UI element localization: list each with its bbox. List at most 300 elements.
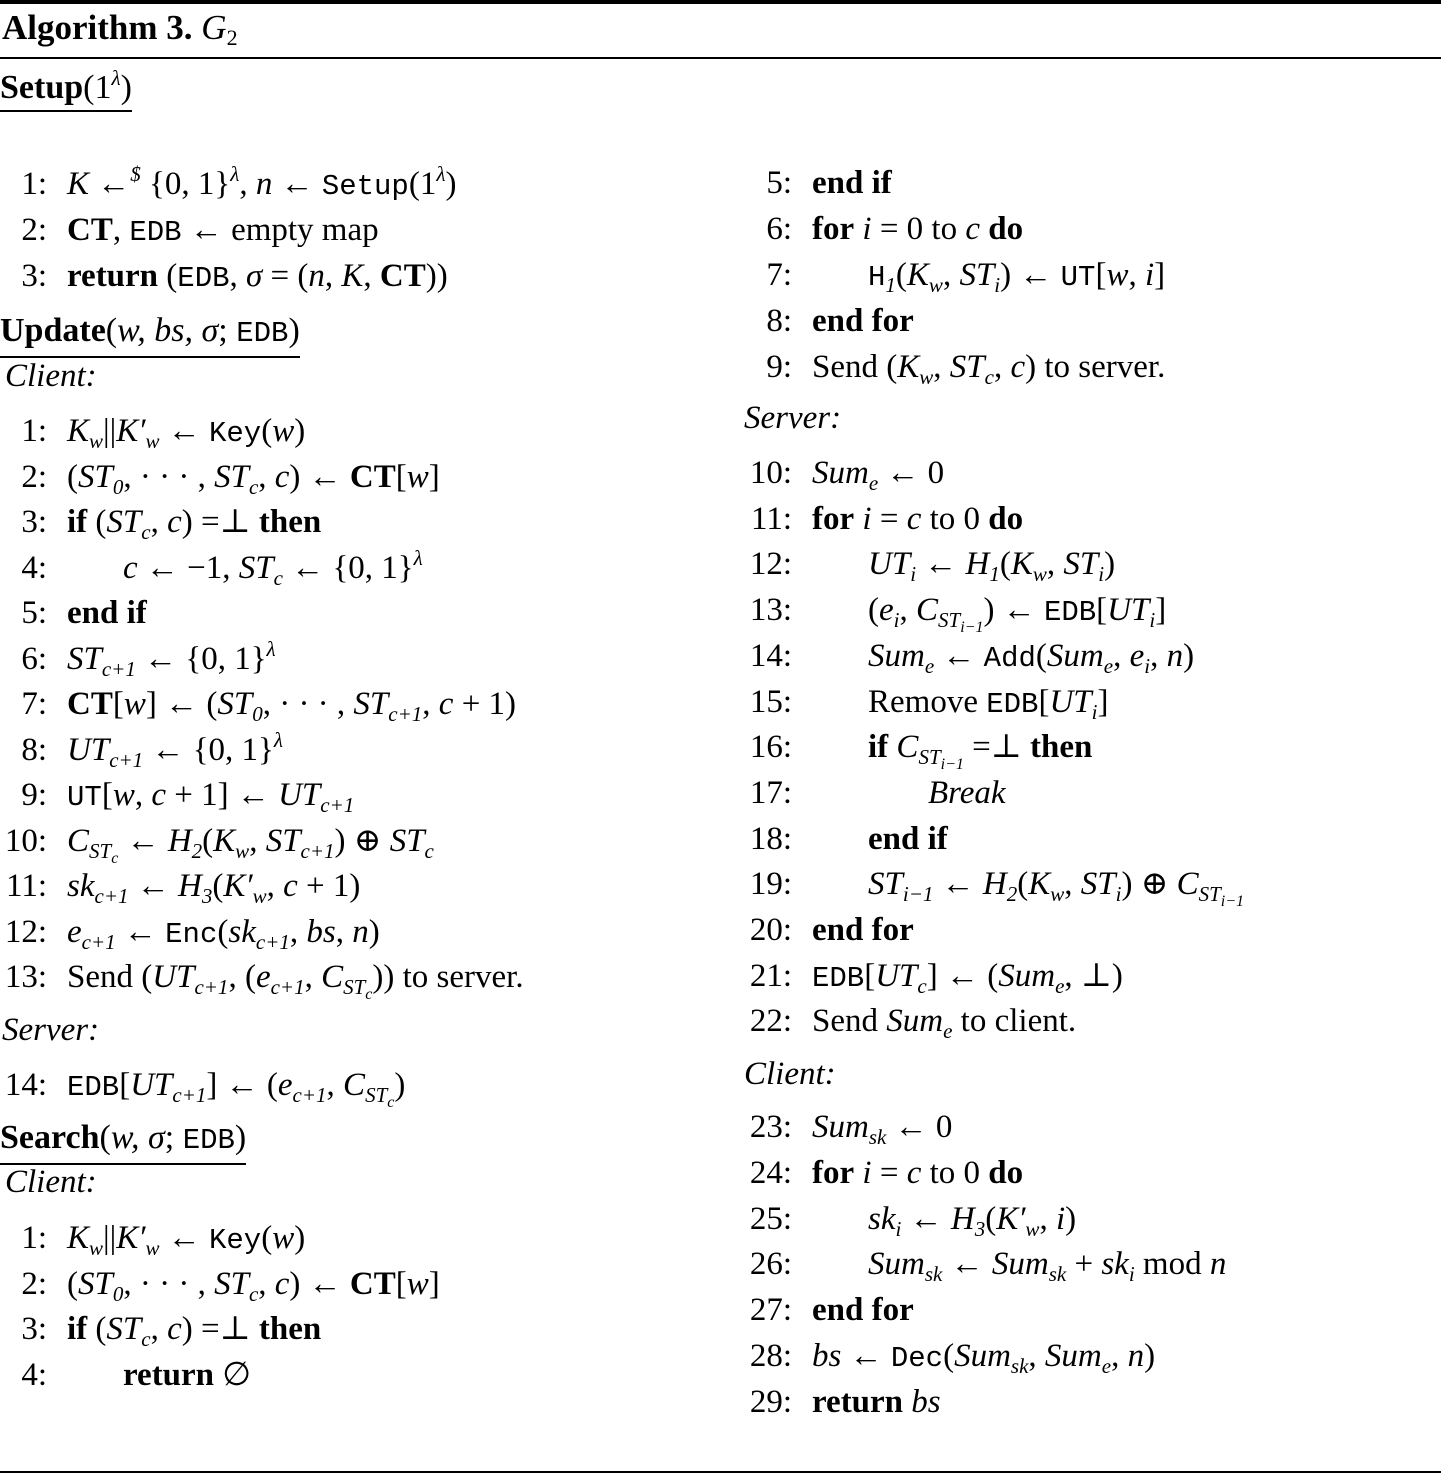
math-token: ] [1097,683,1109,720]
math-token: ( [67,458,78,495]
algorithm-line [740,1152,1023,1194]
math-token: , ⊥) [1064,957,1123,994]
math-token: , [899,592,916,629]
math-token: to 0 [921,1154,989,1191]
math-token: c [274,1265,290,1302]
algorithm-line [740,452,944,494]
math-token: = [871,500,907,537]
math-token: UT [1107,592,1150,629]
math-token: λ [436,162,446,186]
line-content [67,1308,321,1350]
math-token: sk [228,913,256,950]
math-token: , [289,913,307,950]
algorithm-line [0,911,380,953]
search-client2-label: Client: [744,1056,836,1092]
math-token: ( [261,1220,273,1256]
math-token: , · · · , [262,686,354,722]
math-token: , · · · , [123,458,215,495]
keyword: if [67,1311,88,1347]
keyword: CT [349,458,396,495]
math-token: ) [288,312,300,349]
keyword: return [812,1383,904,1420]
line-number: 11: [6,868,47,904]
math-token: [ [119,1067,131,1103]
line-number: 2: [21,458,47,495]
math-token: , [229,258,247,294]
math-token: ( [87,1311,107,1347]
math-token: λ [273,727,283,752]
math-token: c [965,211,980,247]
math-token: 2 [1006,882,1018,907]
math-token: sk [924,1262,943,1287]
math-token: ) [394,1067,406,1103]
keyword: end if [868,820,948,857]
math-token: c+1 [292,1083,327,1107]
line-content [812,300,914,342]
math-token: i [1144,653,1151,678]
algorithm-line [740,498,1023,540]
math-token: ← 0 [886,1109,953,1145]
math-token: , [422,686,439,722]
keyword: if [67,504,88,540]
math-token: c+1 [194,975,229,999]
math-token: ) ⊕ [334,822,390,859]
math-token: STc [365,1083,395,1111]
math-token: w, bs, σ [117,312,219,349]
line-number: 3: [21,504,47,540]
math-token: Sum [812,1109,869,1145]
algorithm-name-subscript: 2 [226,25,238,50]
math-token: w [919,365,934,389]
math-token: w [1032,562,1047,587]
algorithm-line [740,635,1194,677]
line-content [67,638,276,680]
math-token: w [145,1236,160,1260]
math-token: C [916,592,939,629]
math-token: i [1128,1262,1135,1287]
math-token: K [67,166,90,202]
math-token: (1 [83,69,112,106]
math-token: , [363,258,380,294]
math-token: Sum [954,1338,1011,1374]
line-content [812,772,1006,814]
math-token: ST [1080,866,1116,903]
line-number: 8: [766,303,792,339]
math-token: , [1113,637,1130,674]
math-token: n [308,258,325,294]
math-token: mod [1134,1246,1210,1283]
line-content [67,1263,440,1305]
update-header [0,311,300,358]
line-content [812,162,892,204]
algorithm-line [740,818,948,860]
update-client-label: Client: [5,358,97,394]
math-token: Send [812,1003,887,1040]
math-token: C [896,729,919,766]
math-token: to client. [952,1003,1077,1040]
math-token: i [1149,608,1156,633]
math-token: K [1028,866,1051,903]
line-content [67,501,321,543]
math-token: i [893,608,900,633]
function-name: EDB [986,687,1039,721]
line-content [812,254,1165,299]
algorithm-line [740,1106,952,1148]
algorithm-line [0,1263,440,1305]
algorithm-line [740,1198,1076,1240]
math-token: [ [1038,683,1050,720]
line-content [812,452,944,494]
math-token: ← [128,868,178,904]
algorithm-line [0,1354,251,1396]
math-token: e [277,1067,293,1103]
math-token: , [150,1311,168,1347]
math-token: ] [1154,257,1166,293]
function-name: EDB [182,1124,235,1157]
math-token: i [1098,562,1105,587]
math-token: bs [306,913,336,950]
math-token: Sum [886,1003,944,1040]
math-token: ← [115,913,166,950]
math-token: c+1 [270,975,305,999]
math-token: [ [395,1265,407,1302]
math-token: , [1046,546,1064,583]
math-token: , [304,959,322,995]
math-token: Sum [1044,1338,1102,1374]
algorithm-line [0,1064,406,1111]
math-token: c [151,777,166,813]
line-number: 13: [749,592,792,629]
keyword: CT [349,1265,396,1302]
math-token: ( [1017,866,1029,903]
function-name: UT [67,781,102,814]
line-number: 1: [21,1220,47,1256]
math-token: e [255,959,271,995]
math-token: ST [959,257,995,293]
math-token: ( [87,504,107,540]
keyword: end if [67,595,147,631]
math-token: K′ [116,1220,146,1256]
math-token: , [326,1067,344,1103]
math-token: w [89,1236,104,1260]
math-token: , · · · , [123,1265,215,1302]
line-number: 4: [21,549,47,586]
math-token: K [67,413,90,449]
math-token: c [273,565,283,590]
line-number: 15: [749,683,792,720]
math-token: w [272,1220,295,1256]
line-content [67,410,305,455]
math-token: e [879,592,894,629]
math-token: 3 [974,1216,986,1241]
line-number: 6: [21,640,47,677]
math-token: e [868,471,879,495]
bottom-rule [0,1471,1441,1473]
algorithm-line [740,955,1123,997]
math-token: , [335,913,353,950]
math-token: Send ( [67,959,153,995]
math-token: ST [1063,546,1099,583]
math-token: i−1 [902,882,934,907]
math-token: ST [949,349,985,385]
math-token: ] ← ( [926,957,999,994]
line-number: 19: [749,866,792,903]
line-number: 12: [4,913,47,950]
line-content [812,955,1123,1000]
line-content [67,683,516,725]
math-token: w [1106,257,1129,293]
math-token: ST [78,458,113,495]
line-number: 2: [21,1265,47,1302]
math-token: , [150,504,168,540]
math-token: , [1028,1338,1045,1374]
search-header [0,1118,246,1165]
algorithm-line [740,589,1167,637]
line-content [812,863,1245,911]
algorithm-line [0,683,516,725]
algorithm-line [0,456,440,498]
math-token: ) [368,913,380,950]
keyword: if [868,729,889,766]
setup-header [0,68,132,112]
math-token: , [324,258,342,294]
math-token: [ [101,777,113,813]
math-token: sk [67,868,95,904]
algorithm-line [0,547,423,589]
line-content [812,1106,952,1148]
math-token: e [1055,973,1065,998]
math-token: ST [353,686,389,722]
math-token: c [167,504,182,540]
math-token: c+1 [172,1083,207,1107]
math-token: w [112,777,135,813]
update-server-label: Server: [2,1012,100,1048]
math-token: n [1166,637,1184,674]
math-token: [ [395,458,407,495]
math-token: ( [261,413,273,449]
line-number: 9: [21,777,47,813]
line-content [812,1335,1155,1380]
line-number: 29: [749,1383,792,1420]
math-token: ← {0, 1} [282,549,414,586]
math-token: w [123,686,146,722]
algorithm-line [740,254,1165,296]
math-token: c+1 [109,747,144,772]
math-token: e [943,1019,953,1044]
math-token: 3 [201,884,213,908]
math-token: ← [272,166,322,202]
math-token: ( [217,913,229,950]
math-token: c [283,868,298,904]
math-token: ← [933,866,983,903]
math-token: H [178,868,202,904]
math-token: ∅ [214,1356,252,1393]
math-token: λ [413,545,423,570]
math-token: = [871,1154,907,1191]
function-name: Enc [165,917,218,951]
math-token: C [67,822,90,859]
math-token: c [123,549,138,586]
line-number: 18: [749,820,792,857]
function-name: EDB [67,1071,120,1104]
math-token: + [1066,1246,1102,1283]
math-token: i [1055,1200,1066,1237]
math-token: c [248,474,259,499]
line-number: 12: [749,546,792,583]
math-token: UT [1049,683,1092,720]
math-token: , [993,349,1011,385]
algorithm-line [0,501,321,543]
math-token: ( [105,312,118,349]
line-number: 10: [749,455,792,491]
math-token: , [1111,1338,1128,1374]
math-token: ST [214,1265,249,1302]
math-token: UT [875,957,918,994]
line-content [812,681,1108,726]
line-content [67,729,283,771]
function-name: Add [983,641,1036,675]
math-token: i [862,211,872,247]
math-token: ( [202,822,214,859]
math-token: , ( [228,959,256,995]
algorithm-line [740,300,914,342]
line-number: 7: [766,257,792,293]
keyword: end for [812,303,914,339]
line-content [812,909,914,951]
function-name: UT [1060,261,1096,294]
line-number: 21: [749,957,792,994]
math-token: K [67,1220,90,1256]
math-token: Sum [991,1246,1049,1283]
line-content [67,255,448,300]
function-name: EDB [812,961,865,995]
math-token: c [167,1311,182,1347]
math-token: n [255,166,273,202]
math-token: ) to server. [1025,349,1166,385]
math-token: + 1) [297,868,361,904]
math-token: c [274,458,290,495]
math-token: ] [428,458,440,495]
algorithm-line [0,1217,305,1259]
math-token: ← {0, 1} [135,640,267,677]
math-token: , [942,257,960,293]
math-token: w [252,884,267,908]
title-rule [0,57,1441,59]
math-token: , [134,777,152,813]
function-name: EDB [129,216,182,249]
math-token: i [1091,699,1098,724]
math-token: ) [445,166,457,202]
math-token: c [424,838,434,863]
math-token: e [1103,653,1114,678]
algorithm-line [0,410,305,452]
line-number: 25: [749,1200,792,1237]
algorithm-line [740,1243,1226,1285]
line-number: 14: [749,637,792,674]
line-content [812,635,1194,680]
math-token: UT [868,546,911,583]
math-token: C [343,1067,366,1103]
math-token: ( [67,1265,78,1302]
math-token: ] ← ( [206,1067,278,1103]
algorithm-line [0,820,434,867]
math-token: i [1144,257,1155,293]
math-token: )) [425,258,448,294]
math-token: [ [112,686,124,722]
keyword: return [123,1356,215,1393]
math-token: i [1115,882,1122,907]
math-token: c+1 [300,838,335,863]
math-token: w [406,1265,429,1302]
math-token: Sum [868,1246,925,1283]
math-token: i [994,273,1001,297]
line-content [812,1289,914,1331]
math-token: sk [868,1125,887,1149]
math-token: 1 [989,562,1000,587]
algorithm-line [740,1381,941,1423]
math-token: STi−1 [938,608,984,637]
math-token: ← [916,546,966,583]
keyword: Update [0,312,106,349]
line-content [812,589,1167,637]
math-token: bs [812,1338,842,1374]
line-number: 17: [749,774,792,811]
keyword: end for [812,912,914,948]
algorithm-line [0,209,379,251]
math-token: ] [1155,592,1167,629]
math-token: K [897,349,920,385]
math-token: , [1150,637,1167,674]
math-token: STi−1 [918,745,964,774]
keyword: end if [812,165,892,201]
math-token: K′ [996,1200,1026,1237]
math-token: ( [99,1119,111,1156]
math-token: ST [868,866,903,903]
line-number: 4: [21,1356,47,1393]
math-token: ( [212,868,224,904]
function-name: Setup [321,170,409,203]
algorithm-line [0,163,456,205]
math-token: ) ← [1000,257,1061,293]
line-number: 9: [766,349,792,385]
line-content [67,820,434,867]
line-number: 1: [21,166,47,202]
math-token: w, σ [110,1119,165,1156]
math-token: Remove [868,683,987,720]
math-token: ST [78,1265,113,1302]
math-token: ← 0 [878,455,945,491]
math-token: =⊥ [963,729,1031,766]
math-token: i [862,500,872,537]
line-number: 26: [749,1246,792,1283]
keyword: then [258,1311,322,1347]
math-token: c+1 [101,656,136,681]
math-token: to 0 [921,500,989,537]
math-token: 0 [112,474,124,499]
math-token: c+1 [255,929,290,954]
math-token: sk [1010,1354,1029,1378]
math-token: [ [1095,257,1107,293]
algorithm-label: Algorithm 3. [2,8,193,47]
line-number: 14: [4,1067,47,1103]
line-content [812,1000,1076,1042]
line-number: 16: [749,729,792,766]
math-token: ← [901,1200,951,1237]
math-token: e [924,653,935,678]
line-number: 6: [766,211,792,247]
line-content [812,208,1023,250]
math-token: ← [841,1338,891,1374]
